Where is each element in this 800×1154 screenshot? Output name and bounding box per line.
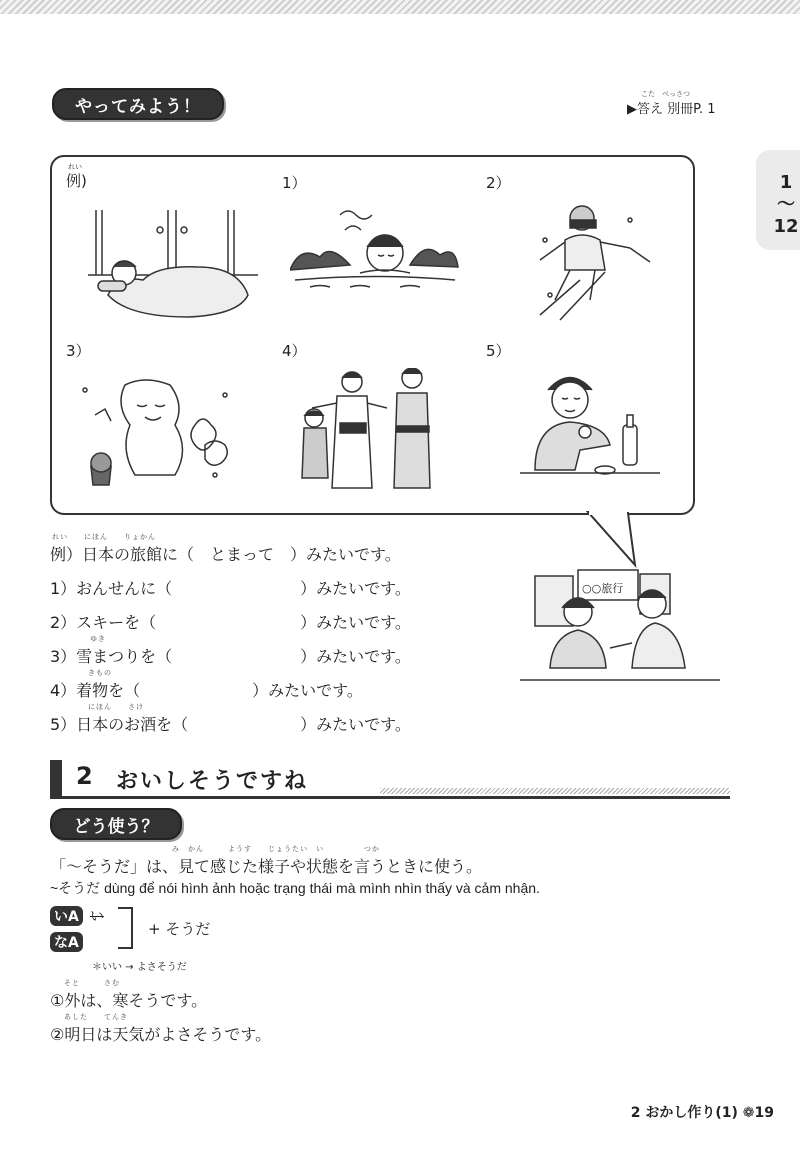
i-adjective-tag: いA [50,906,83,926]
picture-label-3: 3） [66,342,91,360]
example-label [66,163,87,191]
question-5-furigana: にほん さけ [88,703,144,711]
question-2: 2）スキーを（ ）みたいです。 [50,613,411,632]
section-2-header [50,760,730,799]
i-adjective-row [50,906,104,926]
picture-label-1: 1） [282,174,307,192]
na-adjective-tag: なA [50,932,83,952]
onsen-illustration [290,205,460,295]
example-1: ①外は、寒そうです。 [50,991,208,1010]
question-4-furigana: きもの [88,669,112,677]
question-5: 5）日本のお酒を（ ）みたいです。 [50,715,411,734]
travel-sign-text: ○○旅行 [582,582,624,595]
example-label-text: 例) [66,172,87,190]
ski-illustration [520,200,660,325]
example-1-furigana: そと さむ [64,979,120,987]
example-sentence-furigana: れい にほん りょかん [52,533,156,541]
description-vietnamese: ~そうだ dùng để nói hình ảnh hoặc trạng thái mà mình nhìn thấy và cảm nhận. [50,880,540,896]
side-tab-mid: 〜 [777,194,795,215]
how-to-use-heading: どう使う？ [50,808,182,840]
picture-label-5: 5） [486,342,511,360]
description-japanese: 「〜そうだ」は、見て感じた様子や状態を言うときに使う。 [50,857,483,876]
section-title: おいしそうですね [116,769,309,794]
picture-label-4: 4） [282,342,307,360]
section-stripe [380,788,730,794]
section-number: 2 [76,762,93,790]
ii-exception-note: ＊いい → よさそうだ [92,962,187,973]
kimono-illustration [292,368,452,498]
description-furigana: み かん ようす じょうたい い つか [172,845,380,853]
ryokan-illustration [88,205,258,320]
na-adjective-row [50,932,83,952]
side-tab-bottom: 12 [773,216,799,237]
plus-souda: + そうだ [148,920,211,938]
answer-furigana: こた べっさつ [641,90,690,98]
example-2-furigana: あした てんき [64,1013,128,1021]
section-block-marker [50,760,62,796]
question-1: 1）おんせんに（ ）みたいです。 [50,579,411,598]
example-label-furigana: れい [68,163,82,171]
question-3-furigana: ゆき [90,635,106,643]
question-4: 4）着物を（ ）みたいです。 [50,681,363,700]
bracket [116,906,136,950]
travel-agency-illustration [520,568,720,693]
question-3: 3）雪まつりを（ ）みたいです。 [50,647,411,666]
picture-label-2: 2） [486,174,511,192]
snow-festival-illustration [75,375,245,490]
i-ending-strikethrough: い [89,909,104,925]
example-2: ②明日は天気がよさそうです。 [50,1025,272,1044]
side-tab-top: 1 [779,172,793,193]
answer-ref-text: ▶答え 別冊P. 1 [627,102,716,117]
sake-illustration [520,370,660,480]
page-footer: 2 おかし作り(1) ❁19 [630,1105,774,1121]
example-sentence: 例）日本の旅館に（ とまって ）みたいです。 [50,545,401,564]
try-it-heading: やってみよう！ [52,88,224,120]
